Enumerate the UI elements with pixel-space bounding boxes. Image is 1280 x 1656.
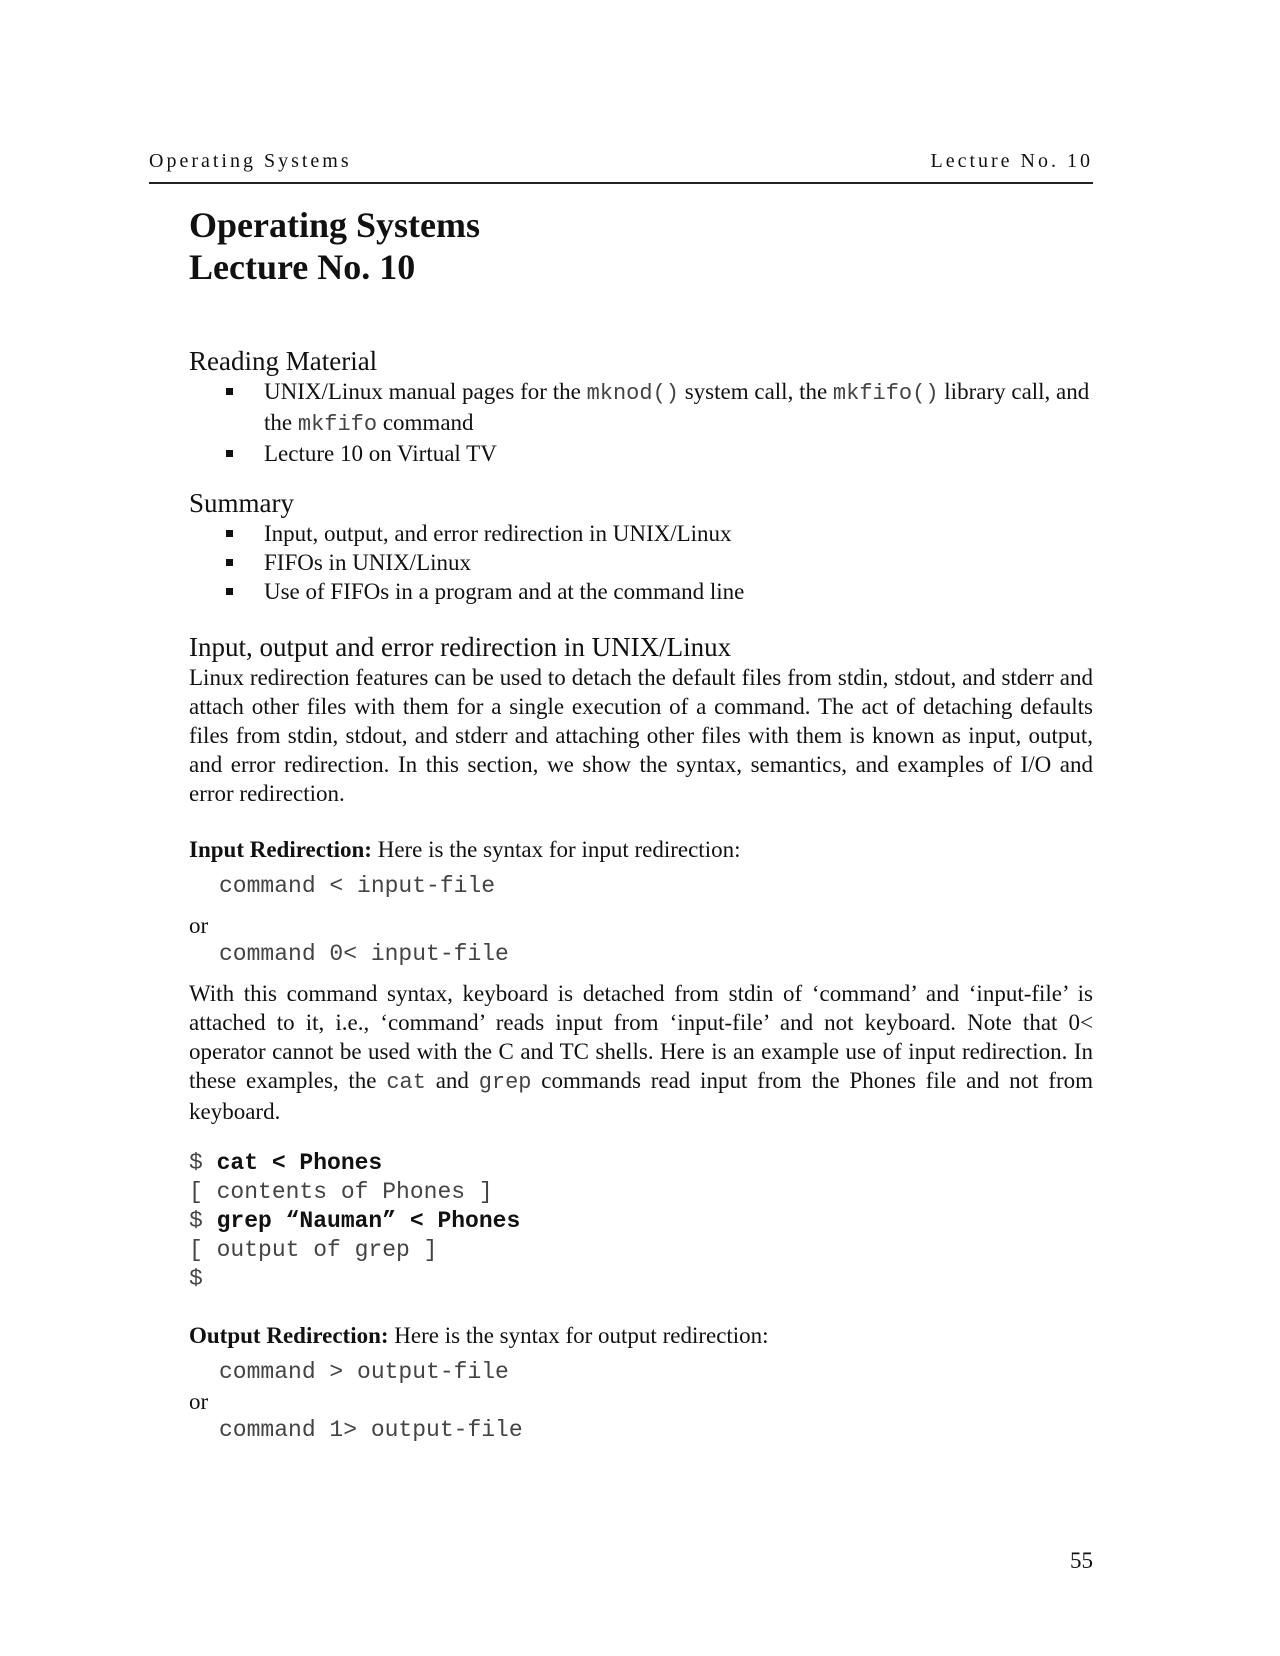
list-item: Use of FIFOs in a program and at the command line [226,577,1093,606]
redirection-intro-paragraph: Linux redirection features can be used to detach the default files from stdin, stdout, and stderr and attach other files with them for a single execution of a command. The act of detaching defaults files from stdin, stdout, and stderr and attaching other files with them is known as input, output, and error redirection. In this section, we show the syntax, semantics, and examples of I/O and error redirection. [189,665,1093,806]
page-number: 55 [1070,1548,1093,1573]
or-separator: or [189,1389,209,1414]
shell-prompt-final: $ [189,1266,203,1292]
input-example-block [189,1149,1093,1294]
code-mknod: mknod() [586,381,679,406]
output-redirection-label: Output Redirection: [189,1323,389,1348]
reading-material-list [189,377,1093,468]
list-item: FIFOs in UNIX/Linux [226,548,1093,577]
output-redirection-intro: Output Redirection: Here is the syntax for output redirection: [189,1323,769,1348]
example-output-grep: [ output of grep ] [189,1237,438,1263]
input-syntax-2: command 0< input-file [219,941,509,967]
shell-prompt: $ [189,1150,217,1176]
redirection-heading: Input, output and error redirection in UNIX/Linux [189,632,732,662]
list-item: UNIX/Linux manual pages for the mknod() system call, the mkfifo() library call, and the mkfifo command [226,377,1093,439]
list-item: Input, output, and error redirection in UNIX/Linux [226,519,1093,548]
code-mkfifo-call: mkfifo() [832,381,939,406]
summary-heading: Summary [189,488,294,518]
example-command-cat: cat < Phones [216,1150,383,1176]
output-syntax-1: command > output-file [219,1359,509,1385]
example-command-grep: grep “Nauman” < Phones [216,1208,521,1234]
summary-list [189,519,1093,606]
input-redirection-explanation: With this command syntax, keyboard is detached from stdin of ‘command’ and ‘input-file’ is attached to it, i.e., ‘command’ reads input from ‘input-file’ and not keyboard. Note that 0< operator cannot be used with the C and TC shells. Here is an example use of input redirection. In these examples, the cat and grep commands read input from the Phones file and not from keyboard. [189,981,1093,1124]
output-syntax-2: command 1> output-file [219,1417,523,1443]
header-lecture-number: Lecture No. 10 [930,150,1093,172]
title-line-lecture: Lecture No. 10 [189,247,416,287]
list-item: Lecture 10 on Virtual TV [226,439,1093,468]
input-redirection-intro: Input Redirection: Here is the syntax for input redirection: [189,837,741,862]
code-mkfifo-command: mkfifo [297,412,378,437]
running-header [149,150,1093,184]
page-content [189,204,1093,1445]
reading-material-heading: Reading Material [189,346,378,376]
input-syntax-1: command < input-file [219,873,496,899]
code-grep: grep [478,1070,532,1095]
or-separator: or [189,913,209,938]
input-redirection-label: Input Redirection: [189,837,372,862]
title-line-course: Operating Systems [189,205,480,245]
header-course-title: Operating Systems [149,150,352,172]
shell-prompt: $ [189,1208,217,1234]
document-title [189,204,1093,288]
code-cat: cat [386,1070,426,1095]
example-output-cat: [ contents of Phones ] [189,1179,493,1205]
